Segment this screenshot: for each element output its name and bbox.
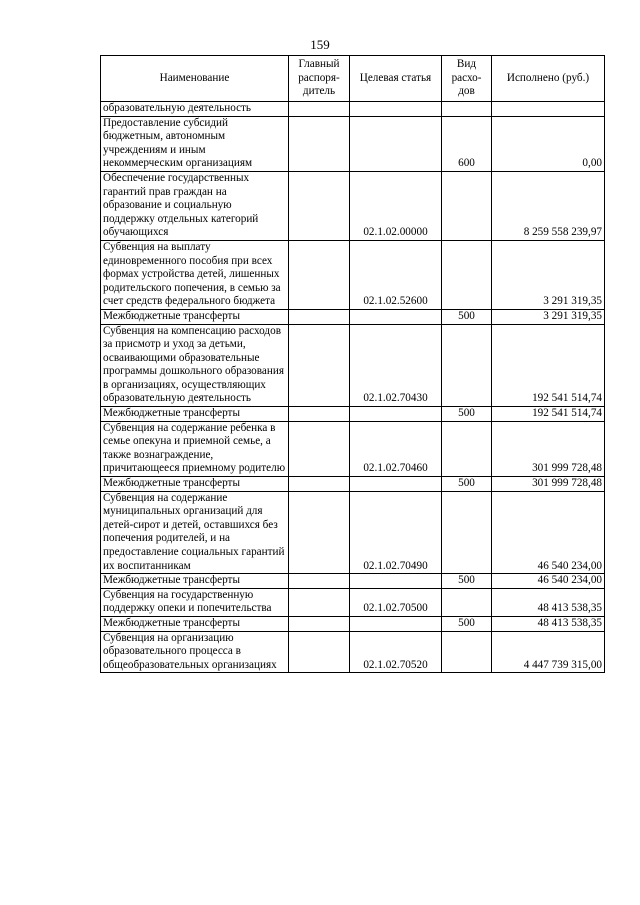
- table-row: [101, 171, 605, 240]
- header-target-article: Целевая статья: [350, 56, 442, 102]
- cell-executed: 46 540 234,00: [492, 574, 605, 589]
- cell-expense-type: 500: [442, 616, 492, 631]
- cell-target-article: 02.1.02.70500: [350, 588, 442, 616]
- cell-expense-type: 600: [442, 116, 492, 171]
- cell-name: Субвенция на содержание муниципальных организаций для детей-сирот и детей, оставшихся без попечения родителей, и на предоставление социальных гарантий их воспитанникам: [101, 491, 289, 574]
- cell-expense-type: [442, 421, 492, 476]
- cell-administrator: [289, 240, 350, 309]
- table-row: [101, 421, 605, 476]
- table-header-row: [101, 56, 605, 102]
- header-executed: Исполнено (руб.): [492, 56, 605, 102]
- cell-administrator: [289, 407, 350, 422]
- cell-name: Межбюджетные трансферты: [101, 309, 289, 324]
- cell-target-article: [350, 477, 442, 492]
- cell-executed: 46 540 234,00: [492, 491, 605, 574]
- cell-executed: 0,00: [492, 116, 605, 171]
- header-expense-type: Вид расхо-дов: [442, 56, 492, 102]
- table-row: [101, 102, 605, 117]
- cell-expense-type: [442, 171, 492, 240]
- table-body: [101, 102, 605, 673]
- cell-expense-type: [442, 240, 492, 309]
- cell-administrator: [289, 491, 350, 574]
- cell-expense-type: [442, 631, 492, 673]
- cell-name: Межбюджетные трансферты: [101, 407, 289, 422]
- cell-target-article: 02.1.02.70460: [350, 421, 442, 476]
- cell-expense-type: [442, 588, 492, 616]
- table-row: [101, 574, 605, 589]
- cell-executed: 4 447 739 315,00: [492, 631, 605, 673]
- cell-expense-type: [442, 102, 492, 117]
- cell-administrator: [289, 631, 350, 673]
- cell-executed: 3 291 319,35: [492, 240, 605, 309]
- cell-expense-type: 500: [442, 407, 492, 422]
- cell-target-article: [350, 102, 442, 117]
- table-row: [101, 616, 605, 631]
- cell-executed: 48 413 538,35: [492, 616, 605, 631]
- cell-name: Субвенция на выплату единовременного пособия при всех формах устройства детей, лишенных родительского попечения, в семью за счет средств федерального бюджета: [101, 240, 289, 309]
- table-row: [101, 240, 605, 309]
- cell-expense-type: 500: [442, 477, 492, 492]
- cell-name: Предоставление субсидий бюджетным, автономным учреждениям и иным некоммерческим организациям: [101, 116, 289, 171]
- header-name: Наименование: [101, 56, 289, 102]
- table-row: [101, 477, 605, 492]
- cell-name: Межбюджетные трансферты: [101, 477, 289, 492]
- cell-target-article: 02.1.02.52600: [350, 240, 442, 309]
- cell-administrator: [289, 588, 350, 616]
- cell-name: Обеспечение государственных гарантий прав граждан на образование и социальную поддержку отдельных категорий обучающихся: [101, 171, 289, 240]
- cell-target-article: [350, 574, 442, 589]
- cell-target-article: 02.1.02.70430: [350, 324, 442, 407]
- cell-executed: 8 259 558 239,97: [492, 171, 605, 240]
- cell-target-article: 02.1.02.00000: [350, 171, 442, 240]
- cell-executed: [492, 102, 605, 117]
- cell-expense-type: [442, 324, 492, 407]
- cell-target-article: [350, 309, 442, 324]
- cell-administrator: [289, 421, 350, 476]
- cell-expense-type: 500: [442, 309, 492, 324]
- cell-name: Субвенция на содержание ребенка в семье опекуна и приемной семье, а также вознаграждение, причитающееся приемному родителю: [101, 421, 289, 476]
- cell-executed: 301 999 728,48: [492, 477, 605, 492]
- table-row: [101, 491, 605, 574]
- table-row: [101, 309, 605, 324]
- cell-name: Межбюджетные трансферты: [101, 616, 289, 631]
- budget-execution-table: [100, 55, 605, 673]
- cell-target-article: 02.1.02.70520: [350, 631, 442, 673]
- cell-name: Межбюджетные трансферты: [101, 574, 289, 589]
- table-row: [101, 588, 605, 616]
- cell-executed: 192 541 514,74: [492, 324, 605, 407]
- cell-administrator: [289, 616, 350, 631]
- cell-target-article: [350, 616, 442, 631]
- cell-administrator: [289, 116, 350, 171]
- cell-administrator: [289, 324, 350, 407]
- cell-executed: 48 413 538,35: [492, 588, 605, 616]
- cell-target-article: 02.1.02.70490: [350, 491, 442, 574]
- page-number: 159: [310, 37, 330, 52]
- table-row: [101, 324, 605, 407]
- cell-administrator: [289, 102, 350, 117]
- header-administrator: Главный распоря-дитель: [289, 56, 350, 102]
- table-row: [101, 116, 605, 171]
- cell-name: Субвенция на компенсацию расходов за присмотр и уход за детьми, осваивающими образовательные программы дошкольного образования в организациях, осуществляющих образовательную деятельность: [101, 324, 289, 407]
- cell-expense-type: [442, 491, 492, 574]
- cell-target-article: [350, 116, 442, 171]
- table-row: [101, 631, 605, 673]
- cell-administrator: [289, 574, 350, 589]
- cell-name: Субвенция на организацию образовательного процесса в общеобразовательных организациях: [101, 631, 289, 673]
- cell-executed: 3 291 319,35: [492, 309, 605, 324]
- cell-name: образовательную деятельность: [101, 102, 289, 117]
- cell-executed: 192 541 514,74: [492, 407, 605, 422]
- cell-executed: 301 999 728,48: [492, 421, 605, 476]
- cell-administrator: [289, 309, 350, 324]
- cell-name: Субвенция на государственную поддержку опеки и попечительства: [101, 588, 289, 616]
- cell-administrator: [289, 171, 350, 240]
- table-row: [101, 407, 605, 422]
- cell-administrator: [289, 477, 350, 492]
- cell-target-article: [350, 407, 442, 422]
- cell-expense-type: 500: [442, 574, 492, 589]
